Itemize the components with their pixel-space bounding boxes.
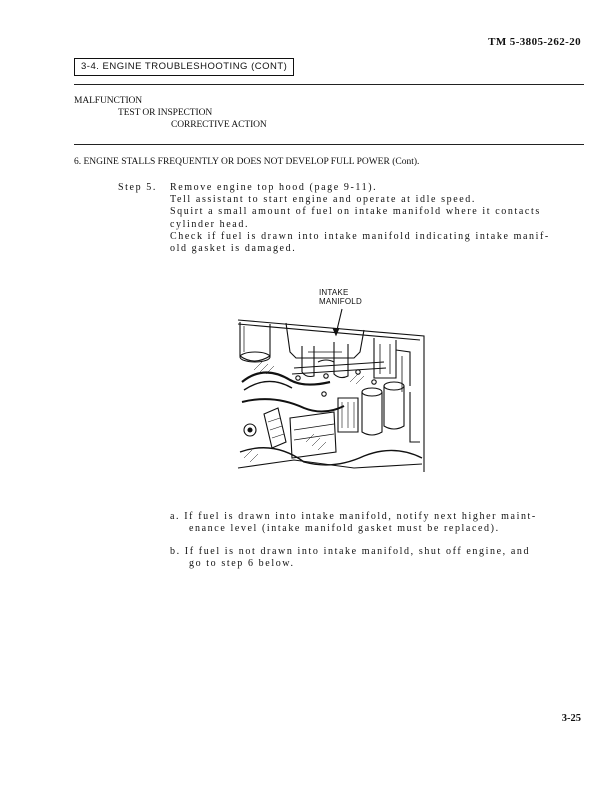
header-divider-top [74, 84, 584, 85]
result-b-line: b. If fuel is not drawn into intake manifold, shut off engine, and [170, 546, 531, 557]
column-header-test-or-inspection: TEST OR INSPECTION [118, 108, 213, 118]
step-line: old gasket is damaged. [170, 243, 297, 255]
result-a [170, 511, 582, 535]
step-line: Tell assistant to start engine and operate at idle speed. [170, 194, 476, 206]
step-line: Remove engine top hood (page 9-11). [170, 182, 378, 193]
section-title: 3-4. ENGINE TROUBLESHOOTING (CONT) [74, 58, 294, 76]
result-b [170, 546, 582, 570]
figure-label-intake: INTAKE [319, 288, 349, 297]
page-number: 3-25 [561, 713, 581, 724]
tm-number: TM 5-3805-262-20 [488, 36, 581, 48]
step-instructions [170, 182, 580, 255]
engine-illustration [234, 282, 430, 472]
engine-drawing [234, 282, 430, 472]
figure-label-manifold: MANIFOLD [319, 297, 362, 306]
result-a-line: enance level (intake manifold gasket must be replaced). [189, 523, 500, 535]
header-divider-bottom [74, 144, 584, 145]
step-line: cylinder head. [170, 218, 250, 230]
column-header-corrective-action: CORRECTIVE ACTION [171, 120, 267, 130]
column-header-malfunction: MALFUNCTION [74, 96, 143, 106]
result-b-line: go to step 6 below. [189, 558, 295, 570]
step-line: Squirt a small amount of fuel on intake manifold where it contacts [170, 206, 541, 218]
malfunction-title: 6. ENGINE STALLS FREQUENTLY OR DOES NOT DEVELOP FULL POWER (Cont). [74, 157, 420, 167]
step-label: Step 5. [118, 182, 157, 193]
result-a-line: a. If fuel is drawn into intake manifold, notify next higher maint- [170, 511, 537, 522]
step-line: Check if fuel is drawn into intake manifold indicating intake manif- [170, 230, 550, 242]
